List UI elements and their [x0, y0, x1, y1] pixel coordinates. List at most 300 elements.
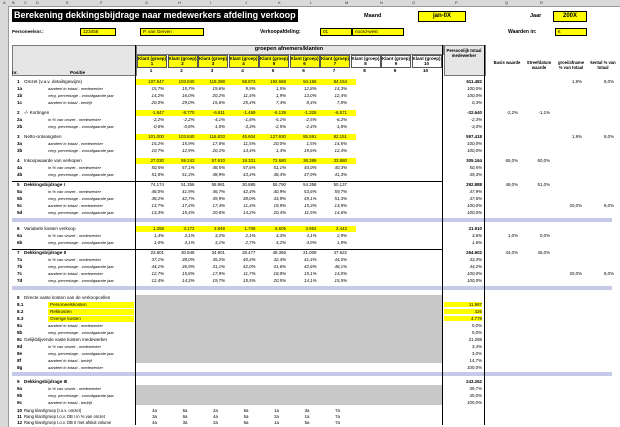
cell-value[interactable]: 1.708	[244, 226, 256, 231]
row-number: 12	[17, 420, 23, 425]
right-value[interactable]: 8,0%	[603, 134, 614, 139]
cell-value[interactable]: 47.622	[333, 250, 347, 255]
cell-value[interactable]: 13,7%	[151, 203, 164, 208]
cell-value[interactable]: 103.840	[178, 79, 195, 84]
cell-value[interactable]: -6.571	[334, 110, 347, 115]
cell-value[interactable]: 37,1%	[151, 257, 164, 262]
cell-value[interactable]: 20,6%	[212, 210, 225, 215]
cell-value[interactable]: 72.680	[272, 158, 286, 163]
cell-value[interactable]: 107.547	[148, 79, 164, 84]
cell-value[interactable]: 33.880	[333, 158, 347, 163]
cell-value[interactable]: 17,9%	[212, 271, 225, 276]
row-label: aandeel in totaal - bedrijf	[48, 100, 92, 105]
total-value: 21.288	[468, 337, 482, 342]
cell-value[interactable]: 16,0%	[182, 93, 195, 98]
cell-value[interactable]: 20,5%	[273, 278, 286, 283]
verkoopafdeling-label: Verkoopafdeling:	[260, 29, 301, 35]
total-value: 100,0%	[467, 278, 482, 283]
cell-value[interactable]: -4,1%	[213, 117, 225, 122]
rank-value: 6a	[243, 408, 249, 413]
cell-value[interactable]: 11,5%	[243, 141, 256, 146]
cell-value[interactable]: 57.910	[211, 158, 225, 163]
maand-input[interactable]: jan-0X	[418, 11, 466, 22]
cell-value[interactable]: 30.848	[181, 250, 195, 255]
cell-value[interactable]: 30.885	[242, 182, 256, 187]
column-letter: L	[310, 0, 313, 5]
cell-value[interactable]: 19.331	[242, 158, 256, 163]
right-value[interactable]: 8,0%	[603, 203, 614, 208]
cell-value[interactable]: 42,7%	[182, 196, 195, 201]
cell-value[interactable]: 29,0%	[182, 100, 195, 105]
client-num-2: 2	[180, 68, 183, 73]
cell-value[interactable]: 41,6%	[273, 264, 286, 269]
row-label: in % van omzet - medewerker	[48, 344, 101, 349]
cell-value[interactable]: -0,6%	[152, 124, 164, 129]
cell-value[interactable]: 101.000	[148, 134, 164, 139]
cell-value[interactable]: 40,9%	[273, 189, 286, 194]
row-number: 8b	[17, 330, 23, 335]
row-label: Gelijkblijvende vaste kosten medewerker	[24, 337, 108, 342]
right-value[interactable]: -1,1%	[538, 110, 550, 115]
total-value: 14,7%	[469, 358, 482, 363]
cell-value[interactable]: 82.151	[333, 134, 347, 139]
cell-value[interactable]: 9,9%	[245, 86, 256, 91]
cell-value[interactable]: 45.604	[242, 134, 256, 139]
row-label: Rekkosten	[50, 309, 72, 314]
cell-value[interactable]: 59.243	[181, 158, 195, 163]
row-number: 8c	[17, 337, 23, 342]
cell-value[interactable]: 1,9%	[275, 93, 286, 98]
cell-value[interactable]: 28.477	[242, 250, 256, 255]
cell-value[interactable]: 3.849	[214, 226, 225, 231]
total-value: 100,0%	[467, 203, 482, 208]
client-num-3: 3	[210, 68, 214, 73]
cell-value[interactable]: 58.873	[242, 79, 256, 84]
cell-value[interactable]: 3.172	[183, 226, 195, 231]
rank-value: 1a	[274, 408, 279, 413]
rank-value: 4a	[213, 414, 218, 419]
cell-value[interactable]: 119.398	[209, 79, 225, 84]
cell-value[interactable]: 20,0%	[151, 100, 164, 105]
right-value[interactable]: 60,0%	[537, 158, 550, 163]
cell-value[interactable]: 20,4%	[273, 210, 286, 215]
total-value: 0,3%	[471, 100, 482, 105]
cell-value[interactable]: 14,4%	[243, 148, 256, 153]
cell-value[interactable]: 14,2%	[151, 93, 164, 98]
row-number: 4	[17, 158, 20, 163]
cell-value[interactable]: 12,7%	[151, 271, 164, 276]
cell-value[interactable]: 40,0%	[304, 165, 317, 170]
cell-value[interactable]: 15,9%	[182, 141, 195, 146]
cell-value[interactable]: 34.901	[211, 250, 225, 255]
fixed-costs-grey-area	[136, 295, 442, 363]
cell-value[interactable]: 19,9%	[273, 203, 286, 208]
cell-value[interactable]: 38,0%	[182, 257, 195, 262]
row-number: 1c	[17, 100, 23, 105]
cell-value[interactable]: 11,7%	[243, 271, 256, 276]
cell-value[interactable]: 3,2%	[214, 233, 225, 238]
cell-value[interactable]: 48,2%	[151, 196, 164, 201]
cell-value[interactable]: -1,8%	[335, 124, 347, 129]
right-value[interactable]: -2,2%	[506, 110, 518, 115]
cell-value[interactable]: 50,5%	[151, 165, 164, 170]
cell-value[interactable]: 40,3%	[334, 165, 347, 170]
cell-value[interactable]: -1,8%	[244, 117, 256, 122]
cell-value[interactable]: 57,1%	[182, 165, 195, 170]
cell-value[interactable]: 48,1%	[334, 264, 347, 269]
cell-value[interactable]: 41,1%	[212, 264, 225, 269]
cell-value[interactable]: -2,2%	[152, 117, 164, 122]
rank-value: 6a	[182, 414, 188, 419]
separator-band	[12, 372, 612, 376]
total-value: 39,7%	[469, 386, 482, 391]
cell-value[interactable]: 127.930	[270, 134, 286, 139]
rank-value: 5a	[182, 408, 188, 413]
cell-value[interactable]: 59,7%	[334, 189, 347, 194]
cell-value[interactable]: 15,1%	[304, 271, 317, 276]
cell-value[interactable]: 84.154	[333, 79, 347, 84]
row-label: in % van omzet - medewerker	[48, 257, 101, 262]
cell-value[interactable]: 15,7%	[151, 86, 164, 91]
cell-value[interactable]: 12,4%	[151, 278, 164, 283]
cell-value[interactable]: 12,4%	[334, 93, 347, 98]
cell-value[interactable]: 3,1%	[214, 240, 225, 245]
cell-value[interactable]: -2,4%	[305, 124, 317, 129]
group-header: groepen afnemers/klanten	[254, 46, 324, 52]
row-label: Dekkingsbijdrage III	[24, 379, 68, 384]
column-letter: H	[178, 0, 181, 5]
cell-value[interactable]: 103.840	[178, 134, 195, 139]
totaal-header: Persoonlijk totaal medewerker	[446, 48, 482, 58]
row-number: 3b	[17, 148, 23, 153]
cell-value[interactable]: 41,4%	[304, 257, 317, 262]
column-letter: J	[245, 0, 247, 5]
total-value[interactable]: 4.778	[444, 316, 482, 321]
cell-value[interactable]: 17,4%	[212, 203, 225, 208]
right-value[interactable]: 8,0%	[603, 271, 614, 276]
row-label: in % van omzet - medewerker	[48, 189, 101, 194]
row-number: 6b	[17, 240, 23, 245]
cell-value[interactable]: 50.137	[333, 182, 347, 187]
right-value[interactable]: 48,0%	[505, 182, 518, 187]
cell-value[interactable]: 36,9%	[182, 264, 195, 269]
cell-value[interactable]: 44,1%	[151, 264, 164, 269]
cell-value[interactable]: 13,9%	[334, 203, 347, 208]
section-line	[12, 249, 442, 250]
jaar-input[interactable]: 200X	[553, 11, 587, 22]
row-label: verg. percentage - voorafgaande jaar	[48, 124, 114, 129]
client-header-2: Klant (groep) 2	[168, 56, 197, 66]
cell-value[interactable]: 18,8%	[273, 271, 286, 276]
cell-value[interactable]: -0,8%	[183, 124, 195, 129]
column-letter: D	[36, 0, 39, 5]
client-header-3: Klant (groep) 3	[199, 56, 227, 66]
cell-value[interactable]: -2,5%	[274, 124, 286, 129]
section-line	[12, 181, 442, 182]
cell-value[interactable]: 15,2%	[151, 141, 164, 146]
cell-value[interactable]: 20,0%	[273, 141, 286, 146]
row-number: 3a	[17, 141, 23, 146]
cell-value[interactable]: 55.790	[272, 182, 286, 187]
cell-value[interactable]: 17,4%	[182, 203, 195, 208]
column-letter: N	[380, 0, 383, 5]
cell-value[interactable]: 15,7%	[182, 86, 195, 91]
total-value: 47,9%	[469, 189, 482, 194]
positie-header: Positie	[70, 70, 86, 75]
row-number: 11	[17, 414, 22, 419]
cell-value[interactable]: 15,6%	[212, 100, 225, 105]
cell-value[interactable]: 4,1%	[184, 240, 195, 245]
row-label: in % van omzet - medewerker	[48, 386, 101, 391]
cell-value[interactable]: -6.135	[273, 110, 286, 115]
cell-value[interactable]: 43,4%	[243, 172, 256, 177]
cell-value[interactable]: 58.981	[211, 182, 225, 187]
cell-value[interactable]: 48.366	[272, 250, 286, 255]
cell-value[interactable]: 15,5%	[243, 278, 256, 283]
right-value[interactable]: 8,0%	[603, 79, 614, 84]
client-num-10: 10	[422, 68, 429, 73]
row-number: 7b	[17, 264, 23, 269]
cell-value[interactable]: 192.668	[270, 79, 286, 84]
cell-value[interactable]: 74.174	[150, 182, 164, 187]
row-label: Rang klant/groep t.o.v. DB I in % van omzet	[24, 414, 105, 419]
name-input[interactable]: P. van Gerven	[140, 28, 204, 36]
cell-value[interactable]: 12,9%	[182, 148, 195, 153]
cell-value[interactable]: 1,4%	[275, 148, 286, 153]
cell-value[interactable]: 7,8%	[336, 100, 347, 105]
cell-value[interactable]: -3,3%	[244, 124, 256, 129]
rank-value: 3a	[182, 420, 188, 425]
row-number: 5a	[17, 189, 23, 194]
cell-value[interactable]: 49,1%	[304, 196, 317, 201]
cell-value[interactable]: 7,4%	[275, 100, 286, 105]
cell-value[interactable]: 42,4%	[273, 257, 286, 262]
cell-value[interactable]: 43,9%	[273, 196, 286, 201]
right-value[interactable]: 44,0%	[505, 250, 518, 255]
cell-value[interactable]: 19,6%	[212, 86, 225, 91]
right-value[interactable]: 0,0%	[539, 233, 550, 238]
right-value[interactable]: 20,0%	[569, 203, 582, 208]
column-letter: M	[345, 0, 349, 5]
cell-value[interactable]: -1,0%	[213, 124, 225, 129]
cell-value[interactable]: 20,2%	[212, 93, 225, 98]
cell-value[interactable]: 42,0%	[243, 264, 256, 269]
cell-value[interactable]: 48,5%	[212, 165, 225, 170]
row-label: verg. percentage - voorafgaande jaar	[48, 93, 114, 98]
personeelsnr-input[interactable]: 123456	[80, 28, 116, 36]
cell-value[interactable]: 47,9%	[304, 172, 317, 177]
cell-value[interactable]: 14,6%	[334, 210, 347, 215]
cell-value[interactable]: 4,3%	[275, 233, 286, 238]
cell-value[interactable]: 11,4%	[243, 203, 256, 208]
right-value[interactable]: 20,0%	[569, 271, 582, 276]
row-number: 8g	[17, 365, 23, 370]
cell-value[interactable]: 1,9%	[336, 240, 347, 245]
row-label: aandeel in totaal - medewerker	[48, 271, 103, 276]
total-value: 100,0%	[467, 93, 482, 98]
cell-value[interactable]: 38.389	[303, 158, 317, 163]
cell-value[interactable]: 45,2%	[212, 257, 225, 262]
client-num-5: 5	[271, 68, 275, 73]
row-number: 1b	[17, 93, 23, 98]
row-number: 7c	[17, 271, 23, 276]
cell-value[interactable]: 4,2%	[275, 240, 286, 245]
column-letter: G	[145, 0, 149, 5]
cell-value[interactable]: 13,3%	[151, 210, 164, 215]
cell-value[interactable]: 41,9%	[182, 189, 195, 194]
cell-value[interactable]: 2,7%	[245, 240, 256, 245]
row-label: aandeel in totaal - bedrijf	[48, 400, 92, 405]
cell-value[interactable]: 12,8%	[304, 86, 317, 91]
row-label: Rang klant/groep (t.o.v. omzet)	[24, 408, 82, 413]
total-value[interactable]: 426	[444, 309, 482, 314]
cell-value[interactable]: 10,7%	[151, 148, 164, 153]
right-value[interactable]: 1,9%	[571, 79, 582, 84]
right-value[interactable]: 65,0%	[505, 158, 518, 163]
cell-value[interactable]: 19,6%	[304, 148, 317, 153]
cell-value[interactable]: 38,0%	[243, 196, 256, 201]
cell-value[interactable]: 4,9%	[306, 240, 317, 245]
cell-value[interactable]: 85.591	[303, 134, 317, 139]
cell-value[interactable]: 23.801	[150, 250, 164, 255]
column-letter: E	[66, 0, 69, 5]
cell-value[interactable]: 8,4%	[306, 100, 317, 105]
right-value[interactable]: 1,0%	[507, 233, 518, 238]
cell-value[interactable]: 11,4%	[243, 93, 256, 98]
row-number: 5	[17, 182, 20, 187]
cell-value[interactable]: 11,5%	[304, 210, 317, 215]
cell-value[interactable]: 17,6%	[212, 141, 225, 146]
row-number: 8e	[17, 351, 23, 356]
cell-value[interactable]: 14,2%	[243, 210, 256, 215]
total-value: 100,0%	[467, 271, 482, 276]
right-value[interactable]: 1,9%	[571, 134, 582, 139]
client-num-1: 1	[149, 68, 153, 73]
row-number: 8f	[17, 358, 22, 363]
cell-value[interactable]: 41,3%	[334, 172, 347, 177]
cell-value[interactable]: 2,9%	[336, 233, 347, 238]
streef-header: Streefdatum waarde	[526, 60, 552, 70]
cell-value[interactable]: 48,4%	[273, 172, 286, 177]
cell-value[interactable]: 94.166	[303, 79, 317, 84]
cell-value[interactable]: 27.030	[150, 158, 164, 163]
verkoopafdeling-input[interactable]: noord-west	[352, 28, 404, 36]
cell-value[interactable]: 53,6%	[304, 189, 317, 194]
cell-value[interactable]: 14,0%	[334, 271, 347, 276]
cell-value[interactable]: 57,6%	[243, 165, 256, 170]
row-label: Overige kosten	[50, 316, 81, 321]
cell-value[interactable]: 14,1%	[304, 278, 317, 283]
cell-value[interactable]: 40,4%	[243, 257, 256, 262]
total-value: 264.602	[466, 250, 482, 255]
total-value: 44,2%	[469, 264, 482, 269]
cell-value[interactable]: -6,2%	[335, 117, 347, 122]
cell-value[interactable]: 2,1%	[245, 233, 256, 238]
cell-value[interactable]: 1,5%	[306, 141, 317, 146]
row-label: verg. percentage - voorafgaande jaar	[48, 278, 114, 283]
cell-value[interactable]: 14,3%	[182, 278, 195, 283]
cell-value[interactable]: -8.770	[182, 110, 195, 115]
cell-value[interactable]: 1,5%	[275, 86, 286, 91]
row-label: verg. percentage - voorafgaande jaar	[48, 148, 114, 153]
cell-value[interactable]: 15,8%	[182, 271, 195, 276]
cell-value[interactable]: 116.833	[209, 134, 225, 139]
cell-value[interactable]: 14,5%	[334, 141, 347, 146]
cell-value[interactable]: 19,7%	[212, 278, 225, 283]
cell-value[interactable]: 3.954	[305, 226, 317, 231]
cell-value[interactable]: -6.811	[212, 110, 225, 115]
cell-value[interactable]: 42,4%	[243, 189, 256, 194]
row-number: 1a	[17, 86, 23, 91]
cell-value[interactable]: 1,4%	[153, 233, 164, 238]
row-number: 6	[17, 226, 20, 231]
waarden-input[interactable]: €	[555, 28, 587, 36]
cell-value[interactable]: 1,0%	[153, 240, 164, 245]
cell-value[interactable]: -2,5%	[305, 117, 317, 122]
cell-value[interactable]: 12,4%	[334, 148, 347, 153]
cell-value[interactable]: 4,1%	[306, 233, 317, 238]
cell-value[interactable]: 2.443	[336, 226, 347, 231]
cell-value[interactable]: 13,0%	[304, 93, 317, 98]
cell-value[interactable]: 48,9%	[212, 172, 225, 177]
cell-value[interactable]: 3,1%	[184, 233, 195, 238]
cell-value[interactable]: 46,7%	[212, 189, 225, 194]
cell-value[interactable]: -5,1%	[274, 117, 286, 122]
cell-value[interactable]: 51,1%	[273, 165, 286, 170]
cell-value[interactable]: 14,3%	[334, 86, 347, 91]
cell-value[interactable]: 21.009	[303, 250, 317, 255]
cell-value[interactable]: -1.326	[304, 110, 317, 115]
total-value[interactable]: 11.987	[444, 302, 482, 307]
verkoopafdeling-code[interactable]: 01	[320, 28, 352, 36]
cell-value[interactable]: 15,3%	[304, 203, 317, 208]
cell-value[interactable]: 51,3%	[334, 196, 347, 201]
cell-value[interactable]: -2,2%	[183, 117, 195, 122]
right-value[interactable]: 46,0%	[537, 250, 550, 255]
row-label: aandeel in totaal - medewerker	[48, 323, 103, 328]
cell-value[interactable]: 49,9%	[212, 196, 225, 201]
cell-value[interactable]: 15,4%	[182, 210, 195, 215]
cell-value[interactable]: 51,8%	[151, 172, 164, 177]
total-value: 611.482	[466, 79, 482, 84]
cell-value[interactable]: 15,5%	[334, 278, 347, 283]
cell-value[interactable]: 51.356	[181, 182, 195, 187]
cell-value[interactable]: 54.358	[303, 182, 317, 187]
cell-value[interactable]: 20,2%	[212, 148, 225, 153]
cell-value[interactable]: 1.358	[153, 226, 164, 231]
cell-value[interactable]: -1.847	[151, 110, 164, 115]
row-number: 7a	[17, 257, 23, 262]
cell-value[interactable]: 44,0%	[334, 257, 347, 262]
total-value: 3,0%	[471, 351, 482, 356]
total-value: 49,3%	[469, 172, 482, 177]
row-number: 5d	[17, 210, 23, 215]
cell-value[interactable]: -1.469	[243, 110, 256, 115]
row-label: in % van omzet - medewerker	[48, 117, 101, 122]
row-number: 9	[17, 379, 20, 384]
cell-value[interactable]: 25,4%	[243, 100, 256, 105]
cell-value[interactable]: 51,3%	[182, 172, 195, 177]
column-header-bar	[0, 0, 620, 7]
cell-value[interactable]: 42,6%	[304, 264, 317, 269]
right-value[interactable]: 51,0%	[537, 182, 550, 187]
row-number: 8.2	[17, 309, 24, 314]
rank-value: 4a	[152, 408, 157, 413]
column-letter: P	[455, 0, 458, 5]
row-number: 7	[17, 250, 20, 255]
cell-value[interactable]: 48,0%	[151, 189, 164, 194]
cell-value[interactable]: 6.605	[275, 226, 286, 231]
